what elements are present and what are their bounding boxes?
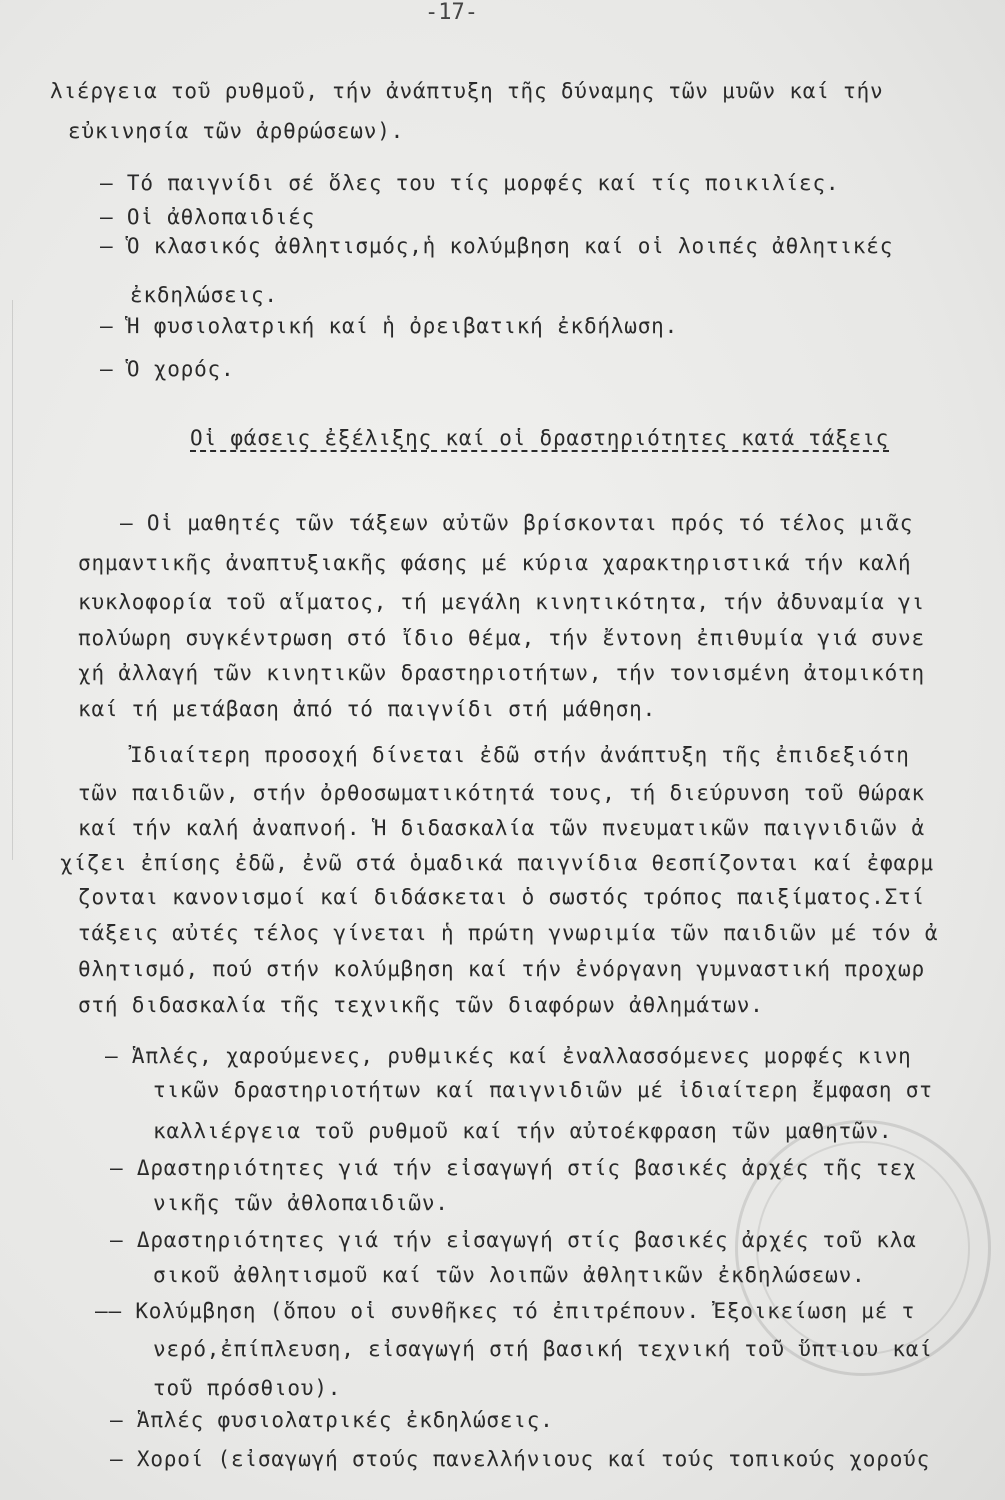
text-line: –– Κολύμβηση (ὅπου οἱ συνθῆκες τό ἐπιτρέπουν. Ἐξοικείωση μέ τ [95,1299,916,1323]
text-line: τικῶν δραστηριοτήτων καί παιγνιδιῶν μέ ἰδιαίτερη ἔμφαση στ [153,1078,933,1102]
text-line: καί τή μετάβαση ἀπό τό παιγνίδι στή μάθηση. [78,697,657,721]
text-line: πολύωρη συγκέντρωση στό ἴδιο θέμα, τήν ἔντονη ἐπιθυμία γιά συνε [78,626,925,650]
text-line: – Ὁ κλασικός ἀθλητισμός,ἡ κολύμβηση καί οἱ λοιπές ἀθλητικές [100,234,894,258]
text-line: ἐκδηλώσεις. [130,283,278,307]
text-line: καί τήν καλή ἀναπνοή. Ἡ διδασκαλία τῶν πνευματικῶν παιγνιδιῶν ἀ [78,816,925,840]
text-line: – Οἱ μαθητές τῶν τάξεων αὐτῶν βρίσκονται πρός τό τέλος μιᾶς [120,511,914,535]
text-line: εὐκινησία τῶν ἀρθρώσεων). [68,119,405,143]
text-line: κυκλοφορία τοῦ αἵματος, τή μεγάλη κινητικότητα, τήν ἀδυναμία γι [78,590,925,614]
text-line: καλλιέργεια τοῦ ρυθμοῦ καί τήν αὐτοέκφραση τῶν μαθητῶν. [153,1119,893,1143]
text-line: τάξεις αὐτές τέλος γίνεται ἡ πρώτη γνωριμία τῶν παιδιῶν μέ τόν ἀ [78,921,939,945]
text-line: χή ἀλλαγή τῶν κινητικῶν δραστηριοτήτων, τήν τονισμένη ἀτομικότη [78,661,925,685]
text-line: σημαντικῆς ἀναπτυξιακῆς φάσης μέ κύρια χαρακτηριστικά τήν καλή [78,551,912,575]
text-line: – Δραστηριότητες γιά τήν εἰσαγωγή στίς βασικές ἀρχές τῆς τεχ [110,1156,917,1180]
text-line: – Οἱ ἀθλοπαιδιές [100,205,316,229]
text-line: θλητισμό, πού στήν κολύμβηση καί τήν ἐνόργανη γυμναστική προχωρ [78,957,925,981]
text-line: χίζει ἐπίσης ἐδῶ, ἐνῶ στά ὁμαδικά παιγνίδια θεσπίζονται καί ἐφαρμ [60,851,934,875]
text-line: νικῆς τῶν ἀθλοπαιδιῶν. [153,1191,449,1215]
scan-artifact-line [12,300,13,860]
text-line: στή διδασκαλία τῆς τεχνικῆς τῶν διαφόρων ἀθλημάτων. [78,993,764,1017]
text-line: – Δραστηριότητες γιά τήν εἰσαγωγή στίς βασικές ἀρχές τοῦ κλα [110,1228,917,1252]
text-line: τῶν παιδιῶν, στήν ὀρθοσωματικότητά τους, τή διεύρυνση τοῦ θώρακ [78,781,925,805]
text-line: – Ἁπλές φυσιολατρικές ἐκδηλώσεις. [110,1408,554,1432]
text-line: σικοῦ ἀθλητισμοῦ καί τῶν λοιπῶν ἀθλητικῶν ἐκδηλώσεων. [153,1263,866,1287]
text-line: Ἰδιαίτερη προσοχή δίνεται ἐδῶ στήν ἀνάπτυξη τῆς ἐπιδεξιότη [130,743,910,767]
text-line: τοῦ πρόσθιου). [153,1376,342,1400]
text-line: – Τό παιγνίδι σέ ὅλες του τίς μορφές καί τίς ποικιλίες. [100,171,840,195]
text-line: ζονται κανονισμοί καί διδάσκεται ὁ σωστός τρόπος παιξίματος.Στί [78,885,925,909]
page-number: -17- [425,0,478,25]
text-line: – Χοροί (εἰσαγωγή στούς πανελλήνιους καί τούς τοπικούς χορούς [110,1447,931,1471]
text-line: λιέργεια τοῦ ρυθμοῦ, τήν ἀνάπτυξη τῆς δύναμης τῶν μυῶν καί τήν [50,79,884,103]
text-line: – Ἁπλές, χαρούμενες, ρυθμικές καί ἐναλλασσόμενες μορφές κινη [105,1044,912,1068]
text-line: – Ἡ φυσιολατρική καί ἡ ὀρειβατική ἐκδήλωση. [100,314,679,338]
text-line: νερό,ἐπίπλευση, εἰσαγωγή στή βασική τεχνική τοῦ ὕπτιου καί [153,1337,933,1361]
section-heading: Οἱ φάσεις ἐξέλιξης καί οἱ δραστηριότητες κατά τάξεις [190,426,890,450]
text-line: – Ὁ χορός. [100,357,235,381]
